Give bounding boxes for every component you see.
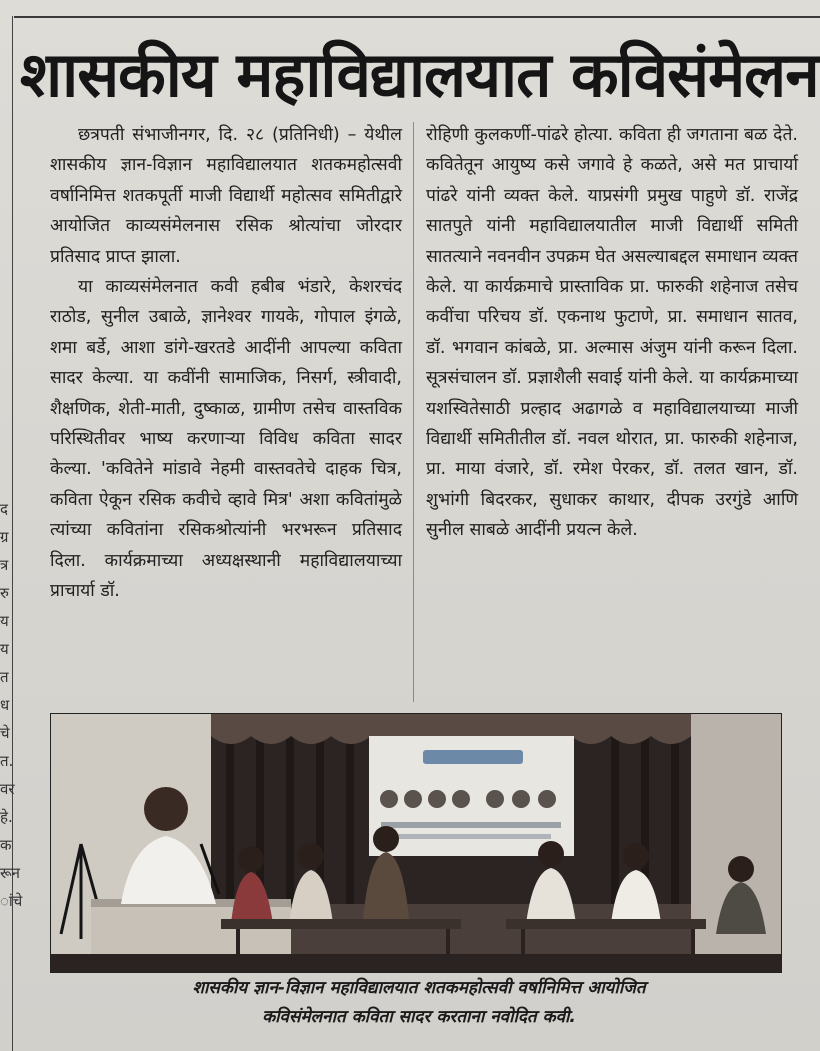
fragment-text: क xyxy=(0,836,12,854)
photo-caption xyxy=(44,974,794,1032)
top-rule xyxy=(14,16,820,18)
fragment-text: ांचे xyxy=(0,892,23,910)
article-paragraph: या काव्यसंमेलनात कवी हबीब भंडारे, केशरचंद राठोड, सुनील उबाळे, ज्ञानेश्वर गायके, गोपाल इंगळे, शमा बर्डे, आशा डांगे-खरतडे आदींनी आपल्या कविता सादर केल्या. या कवींनी सामाजिक, निसर्ग, स्त्रीवादी, शैक्षणिक, शेती-माती, दुष्काळ, ग्रामीण तसेच वास्तविक परिस्थितीवर भाष्य करणाऱ्या विविध कविता सादर केल्या. 'कवितेने मांडावे नेहमी वास्तवतेचे दाहक चित्र, कविता ऐकून रसिक कवीचे व्हावे मित्र' अशा कवितांमुळे त्यांच्या कवितांना रसिकश्रोत्यांनी भरभरून प्रतिसाद दिला. कार्यक्रमाच्या अध्यक्षस्थानी महाविद्यालयाच्या प्राचार्या डॉ. xyxy=(50,277,402,602)
event-photo xyxy=(50,713,782,973)
headline: शासकीय महाविद्यालयात कविसंमेलन xyxy=(20,38,819,111)
fragment-text: य xyxy=(0,640,9,658)
fragment-text: त xyxy=(0,668,9,686)
fragment-text: रून xyxy=(0,864,20,882)
fragment-text: वर xyxy=(0,780,15,798)
fragment-text: त्र xyxy=(0,556,9,574)
adjacent-article-fragment xyxy=(0,495,23,915)
fragment-text: ध xyxy=(0,696,10,714)
fragment-text: रु xyxy=(0,584,9,602)
event-photo-illustration xyxy=(51,714,781,972)
fragment-text: हे. xyxy=(0,808,13,826)
fragment-text: य xyxy=(0,612,9,630)
caption-line: शासकीय ज्ञान-विज्ञान महाविद्यालयात शतकमहोत्सवी वर्षानिमित्त आयोजित xyxy=(192,978,646,998)
fragment-text: चे xyxy=(0,724,10,742)
article-paragraph: रोहिणी कुलकर्णी-पांढरे होत्या. कविता ही जगताना बळ देते. कवितेतून आयुष्य कसे जगावे हे कळते, असे मत प्राचार्या पांढरे यांनी व्यक्त केले. याप्रसंगी प्रमुख पाहुणे डॉ. राजेंद्र सातपुते यांनी महाविद्यालयातील माजी विद्यार्थी समिती सातत्याने नवनवीन उपक्रम घेत असल्याबद्दल समाधान व्यक्त केले. या कार्यक्रमाचे प्रास्ताविक प्रा. फारुकी शहेनाज तसेच कवींचा परिचय डॉ. एकनाथ फुटाणे, प्रा. समाधान सातव, डॉ. भगवान कांबळे, प्रा. अल्मास अंजुम यांनी करून दिला. सूत्रसंचालन डॉ. प्रज्ञाशैली सवाई यांनी केले. या कार्यक्रमाच्या यशस्वितेसाठी प्रल्हाद अढागळे व महाविद्यालयाच्या माजी विद्यार्थी समितीतील डॉ. नवल थोरात, प्रा. फारुकी शहेनाज, प्रा. माया वंजारे, डॉ. रमेश पेरकर, डॉ. तलत खान, डॉ. शुभांगी बिदरकर, सुधाकर काथार, दीपक उरगुंडे आणि सुनील साबळे आदींनी प्रयत्न केले. xyxy=(426,125,798,541)
article-right-column xyxy=(426,120,798,546)
article-left-column xyxy=(50,120,402,607)
fragment-text: त. xyxy=(0,752,14,770)
fragment-text: द xyxy=(0,500,8,518)
column-divider xyxy=(413,122,414,702)
caption-line: कविसंमेलनात कविता सादर करताना नवोदित कवी. xyxy=(262,1007,576,1027)
article-paragraph: छत्रपती संभाजीनगर, दि. २८ (प्रतिनिधी) – येथील शासकीय ज्ञान-विज्ञान महाविद्यालयात शतकमहोत्सवी वर्षानिमित्त शतकपूर्ती माजी विद्यार्थी महोत्सव समितीद्वारे आयोजित काव्यसंमेलनास रसिक श्रोत्यांचा जोरदार प्रतिसाद प्राप्त झाला. xyxy=(50,125,402,267)
fragment-text: ग्र xyxy=(0,528,9,546)
